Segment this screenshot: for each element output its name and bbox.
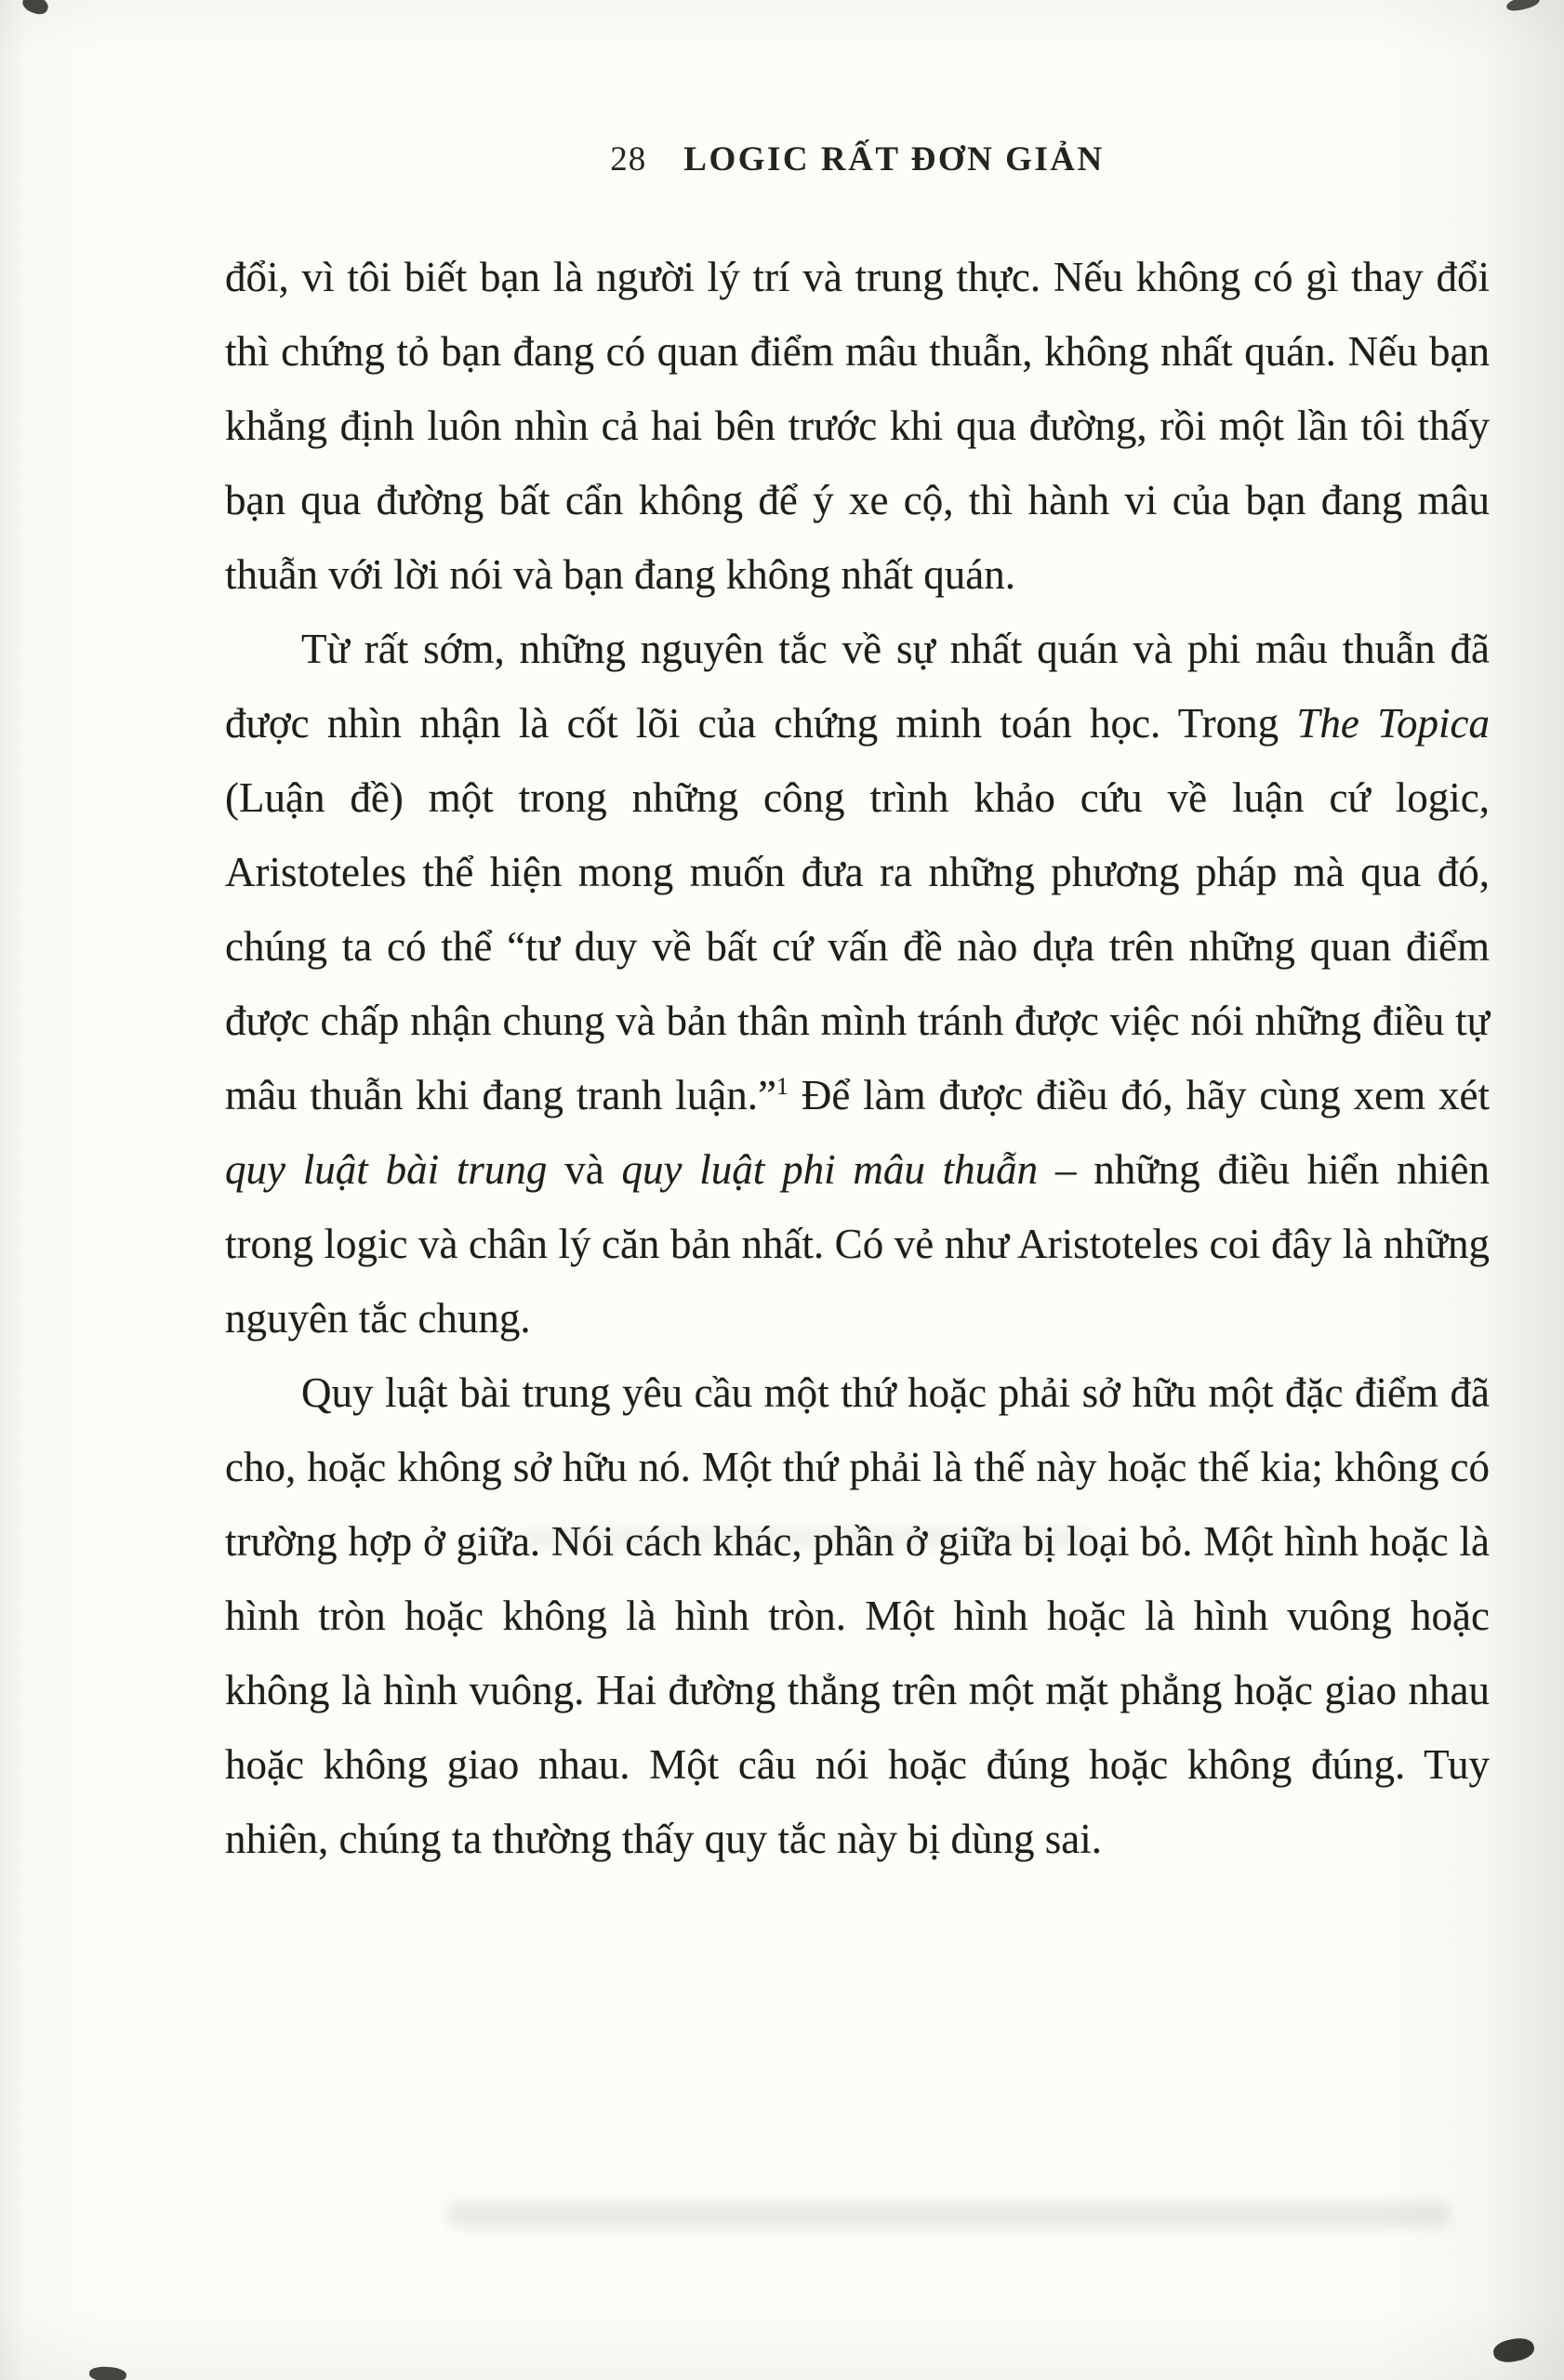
scan-artifact: [1505, 0, 1541, 13]
text-segment: Từ rất sớm, những nguyên tắc về sự nhất quán và phi mâu thuẫn đã được nhìn nhận là cốt lõi của chứng minh toán học. Trong: [225, 626, 1490, 747]
paragraph: [225, 1355, 1490, 1876]
scan-artifact: [20, 0, 51, 18]
text-segment: và: [547, 1146, 622, 1193]
text-segment: (Luận đề) một trong những công trình khảo cứu về luận cứ logic, Aristoteles thể hiện mong muốn đưa ra những phương pháp mà qua đó, chúng ta có thể “tư duy về bất cứ vấn đề nào dựa trên những quan điểm được chấp nhận chung và bản thân mình tránh được việc nói những điều tự mâu thuẫn khi đang tranh luận.”: [225, 774, 1490, 1118]
scan-artifact: [1491, 2335, 1535, 2364]
text-segment: đổi, vì tôi biết bạn là người lý trí và trung thực. Nếu không có gì thay đổi thì chứng tỏ bạn đang có quan điểm mâu thuẫn, không nhất quán. Nếu bạn khẳng định luôn nhìn cả hai bên trước khi qua đường, rồi một lần tôi thấy bạn qua đường bất cẩn không để ý xe cộ, thì hành vi của bạn đang mâu thuẫn với lời nói và bạn đang không nhất quán.: [225, 254, 1490, 598]
page-text: [225, 240, 1490, 1876]
book-title: LOGIC RẤT ĐƠN GIẢN: [683, 140, 1105, 178]
text-segment: – những điều hiển nhiên trong logic và chân lý căn bản nhất. Có vẻ như Aristoteles coi đây là những nguyên tắc chung.: [225, 1146, 1490, 1342]
text-segment: quy luật phi mâu thuẫn: [621, 1146, 1039, 1193]
paragraph: [225, 240, 1490, 612]
scan-artifact: [88, 2366, 126, 2380]
text-segment: quy luật bài trung: [225, 1146, 548, 1193]
running-header: [225, 139, 1490, 179]
text-segment: The Topica: [1296, 700, 1490, 747]
paragraph: [225, 612, 1490, 1355]
text-segment: Để làm được điều đó, hãy cùng xem xét: [788, 1072, 1490, 1118]
footnote-marker: 1: [775, 1073, 789, 1100]
page-number: 28: [610, 140, 647, 178]
text-segment: Quy luật bài trung yêu cầu một thứ hoặc phải sở hữu một đặc điểm đã cho, hoặc không sở hữu nó. Một thứ phải là thế này hoặc thế kia; không có trường hợp ở giữa. Nói cách khác, phần ở giữa bị loại bỏ. Một hình hoặc là hình tròn hoặc không là hình tròn. Một hình hoặc là hình vuông hoặc không là hình vuông. Hai đường thẳng trên một mặt phẳng hoặc giao nhau hoặc không giao nhau. Một câu nói hoặc đúng hoặc không đúng. Tuy nhiên, chúng ta thường thấy quy tắc này bị dùng sai.: [225, 1369, 1490, 1862]
bleed-through-text: [446, 2202, 1451, 2228]
